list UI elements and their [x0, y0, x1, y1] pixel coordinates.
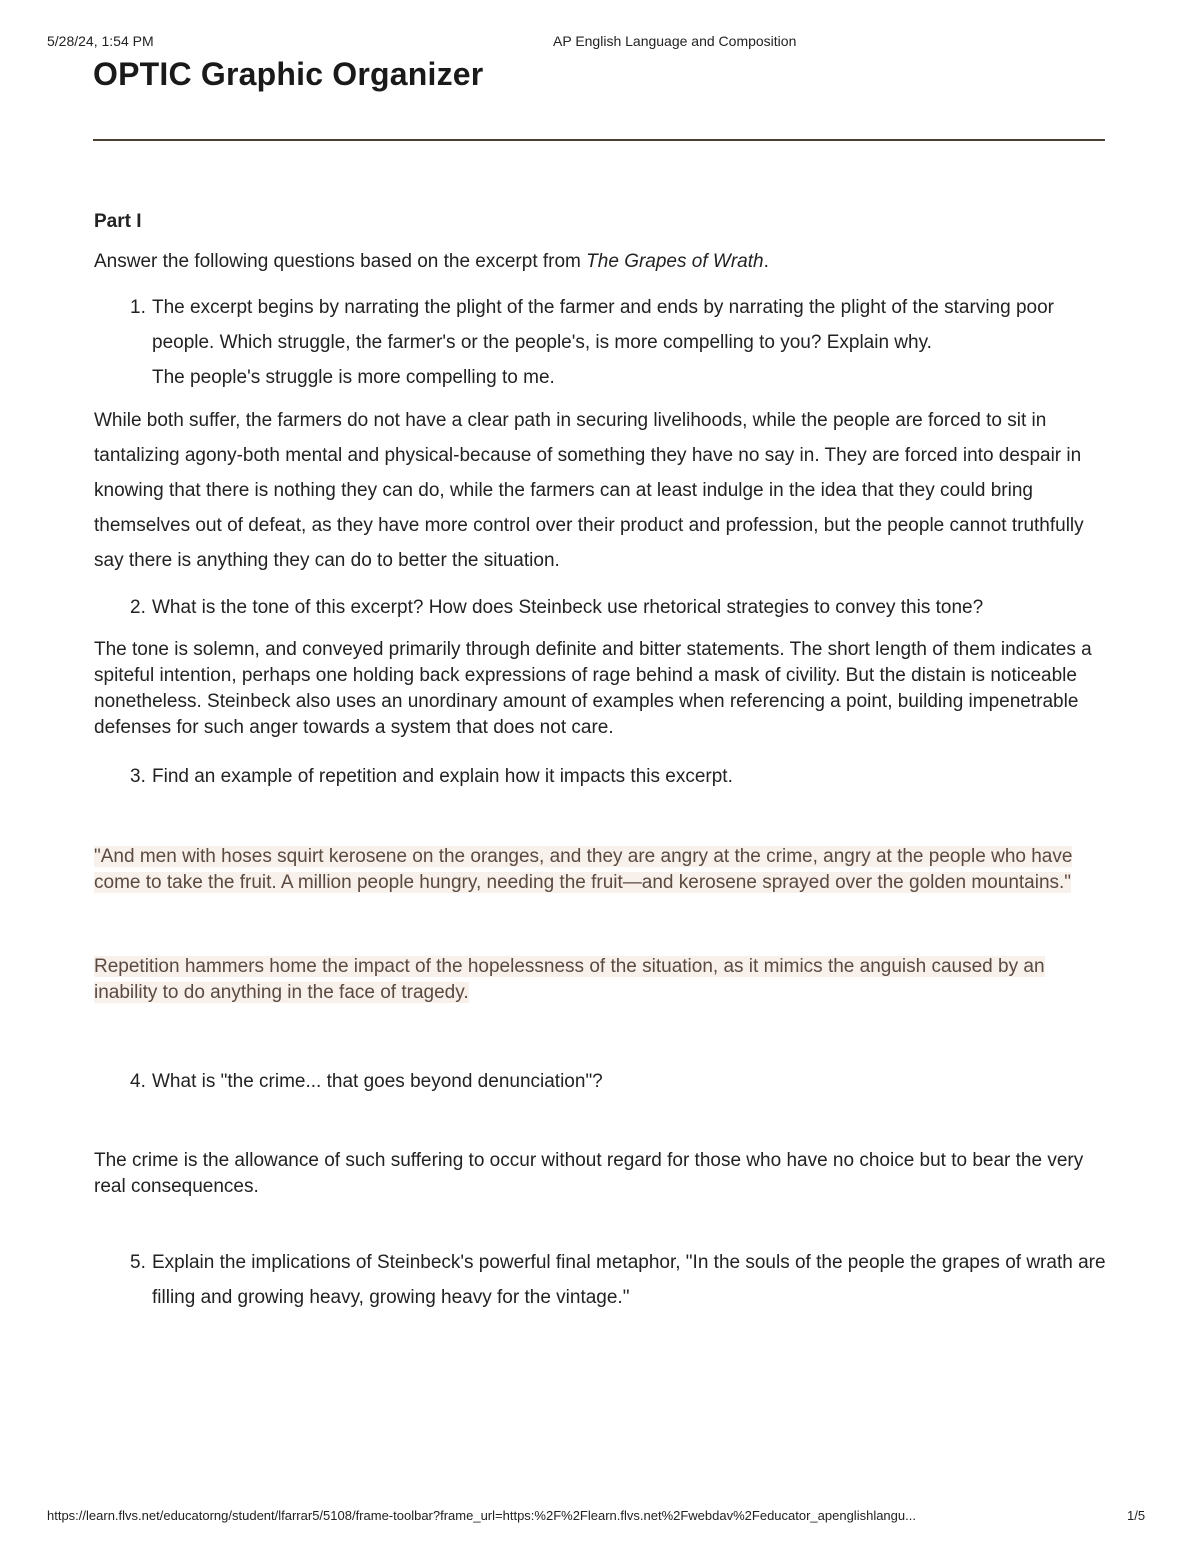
answer-2: The tone is solemn, and conveyed primarily through definite and bitter statements. The short length of them indicates a spiteful intention, perhaps one holding back expressions of rage behind a mask of civility. But the distain is noticeable nonetheless. Steinbeck also uses an unordinary amount of examples when referencing a point, building impenetrable defenses for such anger towards a system that does not care.	[94, 639, 1092, 738]
question-text: The excerpt begins by narrating the plight of the farmer and ends by narrating the plight of the starving poor people. Which struggle, the farmer's or the people's, is more compelling to you? Explain why.	[152, 297, 1054, 353]
answer-3	[94, 954, 1106, 1006]
print-header	[0, 33, 1200, 53]
intro-book-title: The Grapes of Wrath	[586, 251, 764, 272]
question-text: What is the tone of this excerpt? How does Steinbeck use rhetorical strategies to convey this tone?	[152, 597, 984, 618]
question-number: 5.	[130, 1252, 146, 1273]
title-divider	[93, 139, 1105, 141]
page-title: OPTIC Graphic Organizer	[93, 56, 484, 92]
part-intro	[94, 248, 1106, 276]
print-datetime: 5/28/24, 1:54 PM	[47, 33, 154, 49]
print-url: https://learn.flvs.net/educatorng/student/lfarrar5/5108/frame-toolbar?frame_url=https:%2F%2Flearn.flvs.net%2Fwebdav%2Feducator_apenglishlangu...	[47, 1508, 916, 1523]
document-body	[94, 208, 1106, 1315]
question-number: 1.	[130, 297, 146, 318]
question-number: 4.	[130, 1071, 146, 1092]
print-course-title: AP English Language and Composition	[553, 33, 797, 49]
answer-3-text: Repetition hammers home the impact of the hopelessness of the situation, as it mimics the anguish caused by an inability to do anything in the face of tragedy.	[94, 956, 1045, 1003]
answer-1: While both suffer, the farmers do not have a clear path in securing livelihoods, while the people are forced to sit in tantalizing agony-both mental and physical-because of something they have no say in. They are forced into despair in knowing that there is nothing they can do, while the farmers can at least indulge in the idea that they could bring themselves out of defeat, as they have more control over their product and profession, but the people cannot truthfully say there is anything they can do to better the situation.	[94, 410, 1084, 571]
quote-text: "And men with hoses squirt kerosene on the oranges, and they are angry at the crime, angry at the people who have come to take the fruit. A million people hungry, needing the fruit—and kerosene sprayed over the golden mountains."	[94, 846, 1073, 893]
question-3	[94, 759, 1106, 794]
answer-4: The crime is the allowance of such suffering to occur without regard for those who have no choice but to bear the very real consequences.	[94, 1150, 1084, 1197]
question-number: 2.	[130, 597, 146, 618]
question-1	[94, 290, 1106, 360]
question-text: Find an example of repetition and explain how it impacts this excerpt.	[152, 766, 733, 787]
question-4	[94, 1064, 1106, 1099]
question-2	[94, 590, 1106, 625]
question-text: What is "the crime... that goes beyond denunciation"?	[152, 1071, 603, 1092]
repetition-quote	[94, 844, 1106, 896]
part-heading: Part I	[94, 211, 142, 232]
intro-text: Answer the following questions based on the excerpt from	[94, 251, 587, 272]
print-page-number: 1/5	[1127, 1508, 1146, 1523]
intro-punct: .	[763, 251, 769, 272]
question-5	[94, 1245, 1106, 1315]
question-text: Explain the implications of Steinbeck's powerful final metaphor, "In the souls of the people the grapes of wrath are filling and growing heavy, growing heavy for the vintage."	[152, 1252, 1106, 1308]
question-1-inline-answer: The people's struggle is more compelling to me.	[152, 367, 555, 388]
question-number: 3.	[130, 766, 146, 787]
